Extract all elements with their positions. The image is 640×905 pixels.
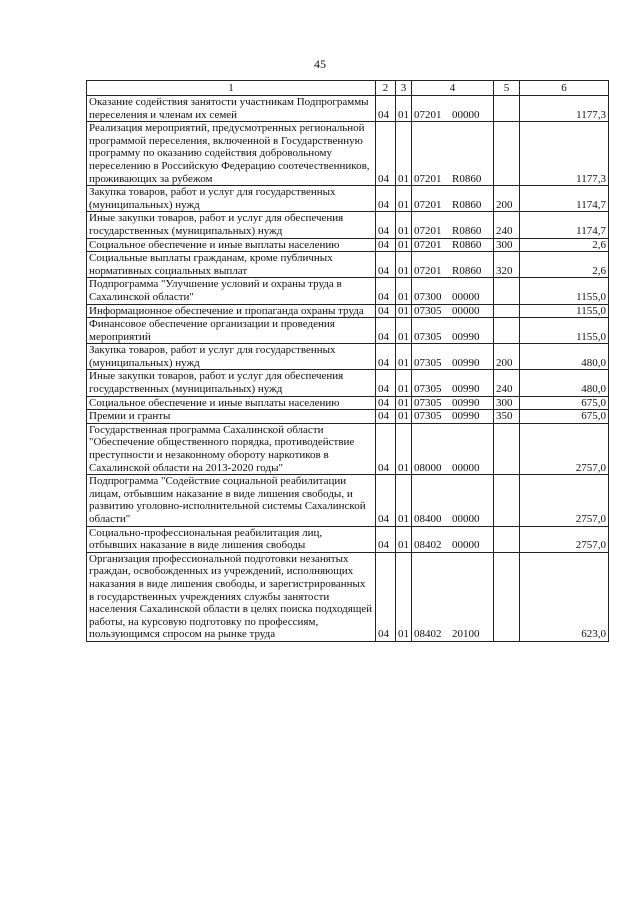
row-section-code: 04 [376,344,396,370]
row-expense-type [494,475,520,526]
row-target-article [412,318,494,344]
table-row [87,212,609,238]
row-expense-type [494,96,520,122]
row-amount: 2,6 [520,252,609,278]
target-article-direction: 00990 [452,410,480,423]
row-name: Премии и гранты [87,410,376,424]
page-number: 45 [314,57,326,71]
row-target-article [412,552,494,641]
column-header-3: 3 [396,81,412,96]
target-article-direction: 00000 [452,304,480,317]
row-subsection-code: 01 [396,423,412,474]
row-target-article [412,278,494,304]
row-expense-type [494,318,520,344]
row-section-code: 04 [376,475,396,526]
target-article-direction: R0860 [452,264,482,277]
row-name: Иные закупки товаров, работ и услуг для обеспечения государственных (муниципальных) нужд [87,212,376,238]
row-amount: 480,0 [520,344,609,370]
row-subsection-code: 01 [396,396,412,410]
row-expense-type [494,304,520,318]
row-subsection-code: 01 [396,122,412,186]
row-expense-type [494,423,520,474]
table-row [87,396,609,410]
table-row [87,475,609,526]
target-article-direction: 00000 [452,513,480,525]
row-expense-type: 240 [494,370,520,396]
table-row [87,122,609,186]
row-amount: 1174,7 [520,212,609,238]
row-name: Финансовое обеспечение организации и проведения мероприятий [87,318,376,344]
row-subsection-code: 01 [396,410,412,424]
target-article-direction: 00000 [452,539,480,552]
target-article-direction: 00000 [452,290,480,303]
row-subsection-code: 01 [396,278,412,304]
table-row [87,423,609,474]
row-expense-type: 300 [494,238,520,252]
table-row [87,96,609,122]
row-section-code: 04 [376,186,396,212]
row-subsection-code: 01 [396,238,412,252]
row-name: Информационное обеспечение и пропаганда охраны труда [87,304,376,318]
row-target-article [412,423,494,474]
target-article-direction: 00990 [452,356,480,369]
row-amount: 1155,0 [520,304,609,318]
row-subsection-code: 01 [396,186,412,212]
row-section-code: 04 [376,252,396,278]
table-row [87,344,609,370]
row-name: Социальные выплаты гражданам, кроме публичных нормативных социальных выплат [87,252,376,278]
row-target-article [412,212,494,238]
target-article-program: 08400 [414,513,442,525]
target-article-program: 07305 [414,356,442,369]
row-name: Подпрограмма "Улучшение условий и охраны труда в Сахалинской области" [87,278,376,304]
column-header-6: 6 [520,81,609,96]
table-header-row [87,81,609,96]
target-article-direction: 20100 [452,628,480,641]
table-row [87,318,609,344]
row-section-code: 04 [376,96,396,122]
table-row [87,186,609,212]
row-amount: 675,0 [520,410,609,424]
row-section-code: 04 [376,410,396,424]
target-article-direction: R0860 [452,224,482,237]
row-name: Социальное обеспечение и иные выплаты населению [87,238,376,252]
table-row [87,238,609,252]
table-row [87,370,609,396]
row-expense-type [494,122,520,186]
budget-table [86,80,609,642]
row-target-article [412,122,494,186]
row-target-article [412,410,494,424]
row-section-code: 04 [376,396,396,410]
row-target-article [412,186,494,212]
row-name: Подпрограмма "Содействие социальной реабилитации лицам, отбывшим наказание в виде лишения свободы, и развитию уголовно-исполнительной системы Сахалинской области" [87,475,376,526]
row-target-article [412,475,494,526]
column-header-1: 1 [87,81,376,96]
row-section-code: 04 [376,552,396,641]
row-expense-type: 200 [494,186,520,212]
row-amount: 2757,0 [520,475,609,526]
row-subsection-code: 01 [396,344,412,370]
row-expense-type: 200 [494,344,520,370]
row-name: Реализация мероприятий, предусмотренных региональной программой переселения, включенной в Государственную программу по оказанию содействия добровольному переселению в Российскую Федерацию соотечественников, проживающих за рубежом [87,122,376,186]
row-amount: 1177,3 [520,96,609,122]
row-amount: 2,6 [520,238,609,252]
row-section-code: 04 [376,122,396,186]
table-row [87,552,609,641]
target-article-direction: 00990 [452,383,480,396]
row-name: Социально-профессиональная реабилитация лиц, отбывших наказание в виде лишения свободы [87,526,376,552]
row-name: Закупка товаров, работ и услуг для государственных (муниципальных) нужд [87,186,376,212]
target-article-program: 07201 [414,238,442,251]
row-target-article [412,370,494,396]
row-subsection-code: 01 [396,370,412,396]
row-amount: 480,0 [520,370,609,396]
table-row [87,252,609,278]
target-article-program: 07300 [414,290,442,303]
target-article-program: 07305 [414,304,442,317]
row-amount: 1155,0 [520,278,609,304]
target-article-direction: 00990 [452,396,480,409]
row-target-article [412,396,494,410]
column-header-2: 2 [376,81,396,96]
row-subsection-code: 01 [396,304,412,318]
row-name: Организация профессиональной подготовки незанятых граждан, освобожденных из учреждений, исполняющих наказания в виде лишения свободы, и зарегистрированных в государственных учреждениях службы занятости населения Сахалинской области в целях поиска подходящей работы, на курсовую подготовку по профессиям, пользующимся спросом на рынке труда [87,552,376,641]
row-target-article [412,526,494,552]
row-section-code: 04 [376,304,396,318]
row-name: Социальное обеспечение и иные выплаты населению [87,396,376,410]
row-name: Государственная программа Сахалинской области "Обеспечение общественного порядка, противодействие преступности и незаконному обороту наркотиков в Сахалинской области на 2013-2020 годы" [87,423,376,474]
target-article-program: 07201 [414,172,442,185]
target-article-program: 07305 [414,330,442,343]
row-subsection-code: 01 [396,526,412,552]
target-article-program: 07305 [414,396,442,409]
row-amount: 2757,0 [520,423,609,474]
row-subsection-code: 01 [396,552,412,641]
row-name: Оказание содействия занятости участникам Подпрограммы переселения и членам их семей [87,96,376,122]
target-article-direction: 00000 [452,108,480,121]
row-amount: 1155,0 [520,318,609,344]
row-subsection-code: 01 [396,212,412,238]
row-amount: 2757,0 [520,526,609,552]
target-article-program: 07305 [414,410,442,423]
row-name: Иные закупки товаров, работ и услуг для обеспечения государственных (муниципальных) нужд [87,370,376,396]
row-amount: 623,0 [520,552,609,641]
row-amount: 1177,3 [520,122,609,186]
target-article-direction: 00000 [452,461,480,474]
row-section-code: 04 [376,212,396,238]
row-section-code: 04 [376,278,396,304]
target-article-program: 07201 [414,198,442,211]
target-article-direction: R0860 [452,238,482,251]
row-expense-type [494,278,520,304]
table-row [87,410,609,424]
row-target-article [412,344,494,370]
row-expense-type: 300 [494,396,520,410]
row-subsection-code: 01 [396,475,412,526]
row-subsection-code: 01 [396,318,412,344]
table-row [87,304,609,318]
row-amount: 675,0 [520,396,609,410]
row-target-article [412,96,494,122]
row-expense-type [494,552,520,641]
target-article-direction: R0860 [452,198,482,211]
target-article-direction: 00990 [452,330,480,343]
target-article-program: 07201 [414,108,442,121]
row-amount: 1174,7 [520,186,609,212]
row-section-code: 04 [376,423,396,474]
row-subsection-code: 01 [396,252,412,278]
table-row [87,278,609,304]
target-article-program: 07305 [414,383,442,396]
column-header-5: 5 [494,81,520,96]
row-target-article [412,252,494,278]
table-row [87,526,609,552]
row-target-article [412,304,494,318]
target-article-program: 07201 [414,224,442,237]
row-section-code: 04 [376,238,396,252]
target-article-program: 07201 [414,264,442,277]
target-article-program: 08000 [414,461,442,474]
row-section-code: 04 [376,318,396,344]
column-header-4: 4 [412,81,494,96]
row-target-article [412,238,494,252]
target-article-program: 08402 [414,628,442,641]
row-expense-type: 320 [494,252,520,278]
row-section-code: 04 [376,526,396,552]
row-expense-type: 240 [494,212,520,238]
target-article-direction: R0860 [452,172,482,185]
row-expense-type: 350 [494,410,520,424]
row-expense-type [494,526,520,552]
target-article-program: 08402 [414,539,442,552]
row-section-code: 04 [376,370,396,396]
row-subsection-code: 01 [396,96,412,122]
row-name: Закупка товаров, работ и услуг для государственных (муниципальных) нужд [87,344,376,370]
